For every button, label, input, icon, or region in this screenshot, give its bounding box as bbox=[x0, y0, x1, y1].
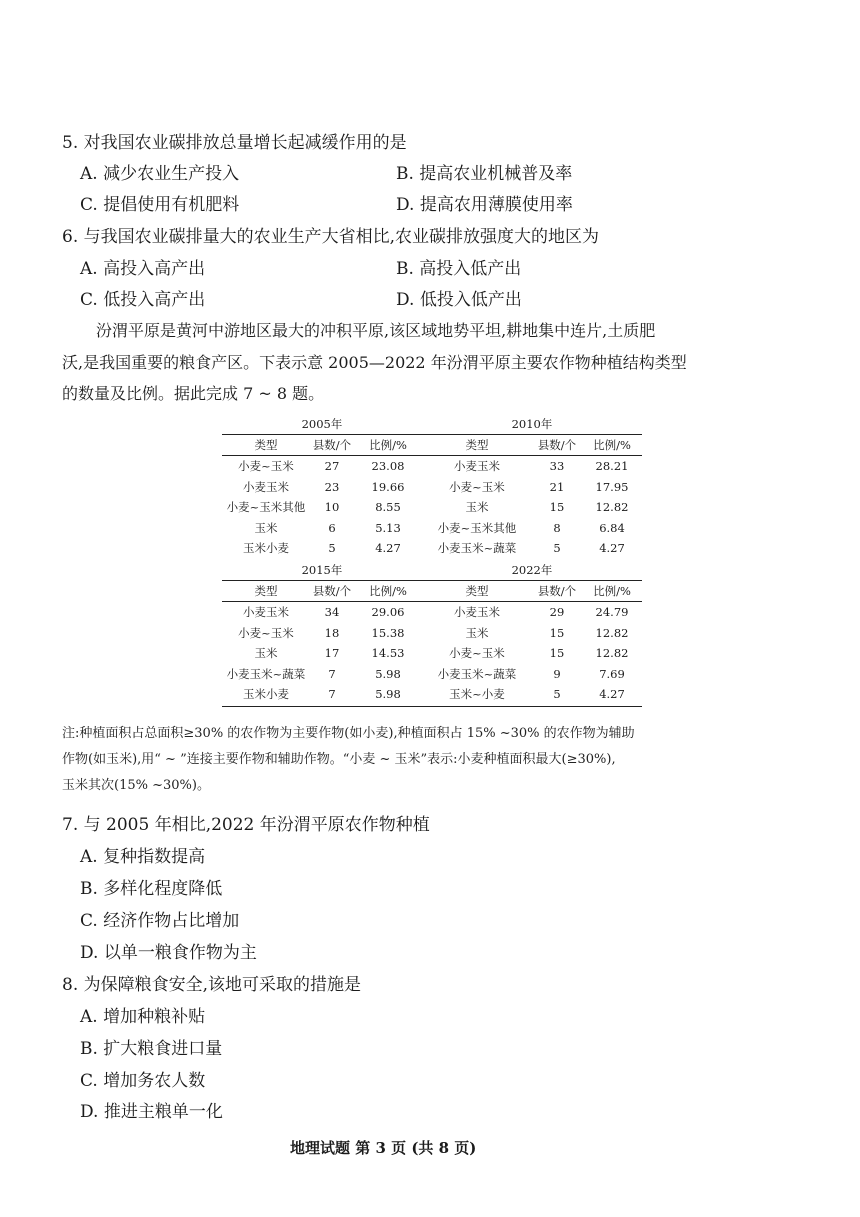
cell-count: 15 bbox=[549, 646, 565, 661]
cell-type: 小麦~玉米其他 bbox=[226, 500, 306, 515]
cell-ratio: 17.95 bbox=[595, 479, 629, 494]
cell-count: 6 bbox=[328, 520, 336, 535]
q6-option-c: C. 低投入高产出 bbox=[80, 290, 206, 310]
cell-type: 玉米 bbox=[465, 500, 489, 515]
cell-count: 33 bbox=[549, 459, 565, 474]
cell-count: 5 bbox=[553, 541, 561, 556]
cell-ratio: 15.38 bbox=[371, 625, 405, 640]
cell-ratio: 24.79 bbox=[595, 605, 629, 620]
year-2015-label: 2015年 bbox=[301, 563, 343, 577]
q5-option-d: D. 提高农用薄膜使用率 bbox=[396, 195, 573, 215]
cell-ratio: 29.06 bbox=[371, 605, 405, 620]
table-bottom-rule bbox=[222, 706, 642, 707]
header-ratio: 比例/% bbox=[354, 581, 422, 602]
table-row bbox=[222, 497, 642, 518]
cell-count: 18 bbox=[324, 625, 340, 640]
cell-type: 玉米 bbox=[254, 520, 278, 535]
cell-count: 15 bbox=[549, 500, 565, 515]
table-row bbox=[222, 664, 642, 685]
cell-ratio: 6.84 bbox=[599, 520, 625, 535]
q5-option-b: B. 提高农业机械普及率 bbox=[396, 164, 573, 184]
cell-count: 7 bbox=[328, 687, 336, 702]
header-type: 类型 bbox=[422, 581, 532, 602]
table-note-line-2: 作物(如玉米),用“ ~ ”连接主要作物和辅助作物。“小麦 ~ 玉米”表示:小麦种植面积最大(≥30%), bbox=[62, 752, 616, 767]
q8-option-b: B. 扩大粮食进口量 bbox=[80, 1039, 223, 1059]
table-note-line-1: 注:种植面积占总面积≥30% 的农作物为主要作物(如小麦),种植面积占 15% ~30% 的农作物为辅助 bbox=[62, 726, 635, 741]
table-2005-2010 bbox=[222, 414, 642, 559]
cell-ratio: 12.82 bbox=[595, 625, 629, 640]
cell-type: 玉米 bbox=[465, 625, 489, 640]
table-row bbox=[222, 477, 642, 498]
cell-type: 小麦玉米 bbox=[243, 479, 289, 494]
header-type: 类型 bbox=[222, 581, 310, 602]
cell-type: 小麦~玉米 bbox=[449, 646, 505, 661]
cell-type: 小麦~玉米 bbox=[449, 479, 505, 494]
cell-count: 7 bbox=[328, 666, 336, 681]
cell-type: 小麦~玉米其他 bbox=[437, 520, 517, 535]
cell-count: 10 bbox=[324, 500, 340, 515]
header-count: 县数/个 bbox=[532, 581, 582, 602]
year-2010-label: 2010年 bbox=[511, 417, 553, 431]
header-ratio: 比例/% bbox=[582, 435, 642, 456]
cell-ratio: 5.13 bbox=[375, 520, 401, 535]
q7-option-b: B. 多样化程度降低 bbox=[80, 879, 223, 899]
header-ratio: 比例/% bbox=[582, 581, 642, 602]
cell-count: 29 bbox=[549, 605, 565, 620]
table-row bbox=[222, 684, 642, 705]
header-count: 县数/个 bbox=[532, 435, 582, 456]
passage-line-2: 沃,是我国重要的粮食产区。下表示意 2005—2022 年汾渭平原主要农作物种植结构类型 bbox=[62, 353, 687, 372]
q6-option-d: D. 低投入低产出 bbox=[396, 290, 522, 310]
q8-option-d: D. 推进主粮单一化 bbox=[80, 1102, 223, 1122]
table-row bbox=[222, 602, 642, 623]
table-row bbox=[222, 518, 642, 539]
q8-option-c: C. 增加务农人数 bbox=[80, 1071, 206, 1091]
q5-option-a: A. 减少农业生产投入 bbox=[80, 164, 240, 184]
q6-option-b: B. 高投入低产出 bbox=[396, 259, 522, 279]
cell-ratio: 4.27 bbox=[599, 687, 625, 702]
header-count: 县数/个 bbox=[310, 581, 354, 602]
year-2005-label: 2005年 bbox=[301, 417, 343, 431]
cell-type: 小麦玉米 bbox=[454, 605, 500, 620]
question-6-stem: 6. 与我国农业碳排量大的农业生产大省相比,农业碳排放强度大的地区为 bbox=[62, 227, 600, 247]
cell-count: 27 bbox=[324, 459, 340, 474]
header-type: 类型 bbox=[422, 435, 532, 456]
cell-ratio: 12.82 bbox=[595, 500, 629, 515]
table-row bbox=[222, 456, 642, 477]
q5-option-c: C. 提倡使用有机肥料 bbox=[80, 195, 240, 215]
cell-type: 小麦玉米~蔬菜 bbox=[226, 666, 306, 681]
q7-option-c: C. 经济作物占比增加 bbox=[80, 911, 240, 931]
passage-line-3: 的数量及比例。据此完成 7 ~ 8 题。 bbox=[62, 384, 325, 403]
passage-line-1: 汾渭平原是黄河中游地区最大的冲积平原,该区域地势平坦,耕地集中连片,土质肥 bbox=[96, 321, 656, 340]
cell-ratio: 28.21 bbox=[595, 459, 629, 474]
cell-ratio: 5.98 bbox=[375, 687, 401, 702]
cell-ratio: 7.69 bbox=[599, 666, 625, 681]
table-row bbox=[222, 623, 642, 644]
cell-count: 21 bbox=[549, 479, 565, 494]
cell-ratio: 5.98 bbox=[375, 666, 401, 681]
cell-count: 23 bbox=[324, 479, 340, 494]
cell-ratio: 14.53 bbox=[371, 646, 405, 661]
page-footer: 地理试题 第 3 页 (共 8 页) bbox=[290, 1139, 477, 1157]
table-note-line-3: 玉米其次(15% ~30%)。 bbox=[62, 778, 210, 793]
cell-type: 小麦玉米 bbox=[243, 605, 289, 620]
cell-type: 小麦玉米 bbox=[454, 459, 500, 474]
q7-option-a: A. 复种指数提高 bbox=[80, 847, 206, 867]
q8-option-a: A. 增加种粮补贴 bbox=[80, 1007, 206, 1027]
year-2022-label: 2022年 bbox=[511, 563, 553, 577]
cell-type: 玉米 bbox=[254, 646, 278, 661]
cell-ratio: 4.27 bbox=[599, 541, 625, 556]
table-2015-2022 bbox=[222, 560, 642, 705]
cell-count: 9 bbox=[553, 666, 561, 681]
cell-count: 15 bbox=[549, 625, 565, 640]
table-row bbox=[222, 643, 642, 664]
cell-type: 玉米小麦 bbox=[243, 687, 289, 702]
cell-count: 5 bbox=[553, 687, 561, 702]
cell-count: 5 bbox=[328, 541, 336, 556]
cell-type: 小麦~玉米 bbox=[238, 625, 294, 640]
cell-type: 玉米~小麦 bbox=[449, 687, 505, 702]
question-5-stem: 5. 对我国农业碳排放总量增长起减缓作用的是 bbox=[62, 133, 407, 153]
cell-type: 小麦玉米~蔬菜 bbox=[437, 541, 517, 556]
cell-count: 8 bbox=[553, 520, 561, 535]
header-type: 类型 bbox=[222, 435, 310, 456]
cell-ratio: 12.82 bbox=[595, 646, 629, 661]
cell-ratio: 23.08 bbox=[371, 459, 405, 474]
table-row bbox=[222, 538, 642, 559]
question-8-stem: 8. 为保障粮食安全,该地可采取的措施是 bbox=[62, 975, 362, 995]
header-ratio: 比例/% bbox=[354, 435, 422, 456]
cell-type: 小麦玉米~蔬菜 bbox=[437, 666, 517, 681]
q6-option-a: A. 高投入高产出 bbox=[80, 259, 206, 279]
question-7-stem: 7. 与 2005 年相比,2022 年汾渭平原农作物种植 bbox=[62, 815, 430, 835]
cell-count: 17 bbox=[324, 646, 340, 661]
cell-type: 小麦~玉米 bbox=[238, 459, 294, 474]
q7-option-d: D. 以单一粮食作物为主 bbox=[80, 943, 257, 963]
cell-ratio: 19.66 bbox=[371, 479, 405, 494]
cell-type: 玉米小麦 bbox=[243, 541, 289, 556]
cell-ratio: 8.55 bbox=[375, 500, 401, 515]
cell-count: 34 bbox=[324, 605, 340, 620]
header-count: 县数/个 bbox=[310, 435, 354, 456]
cell-ratio: 4.27 bbox=[375, 541, 401, 556]
